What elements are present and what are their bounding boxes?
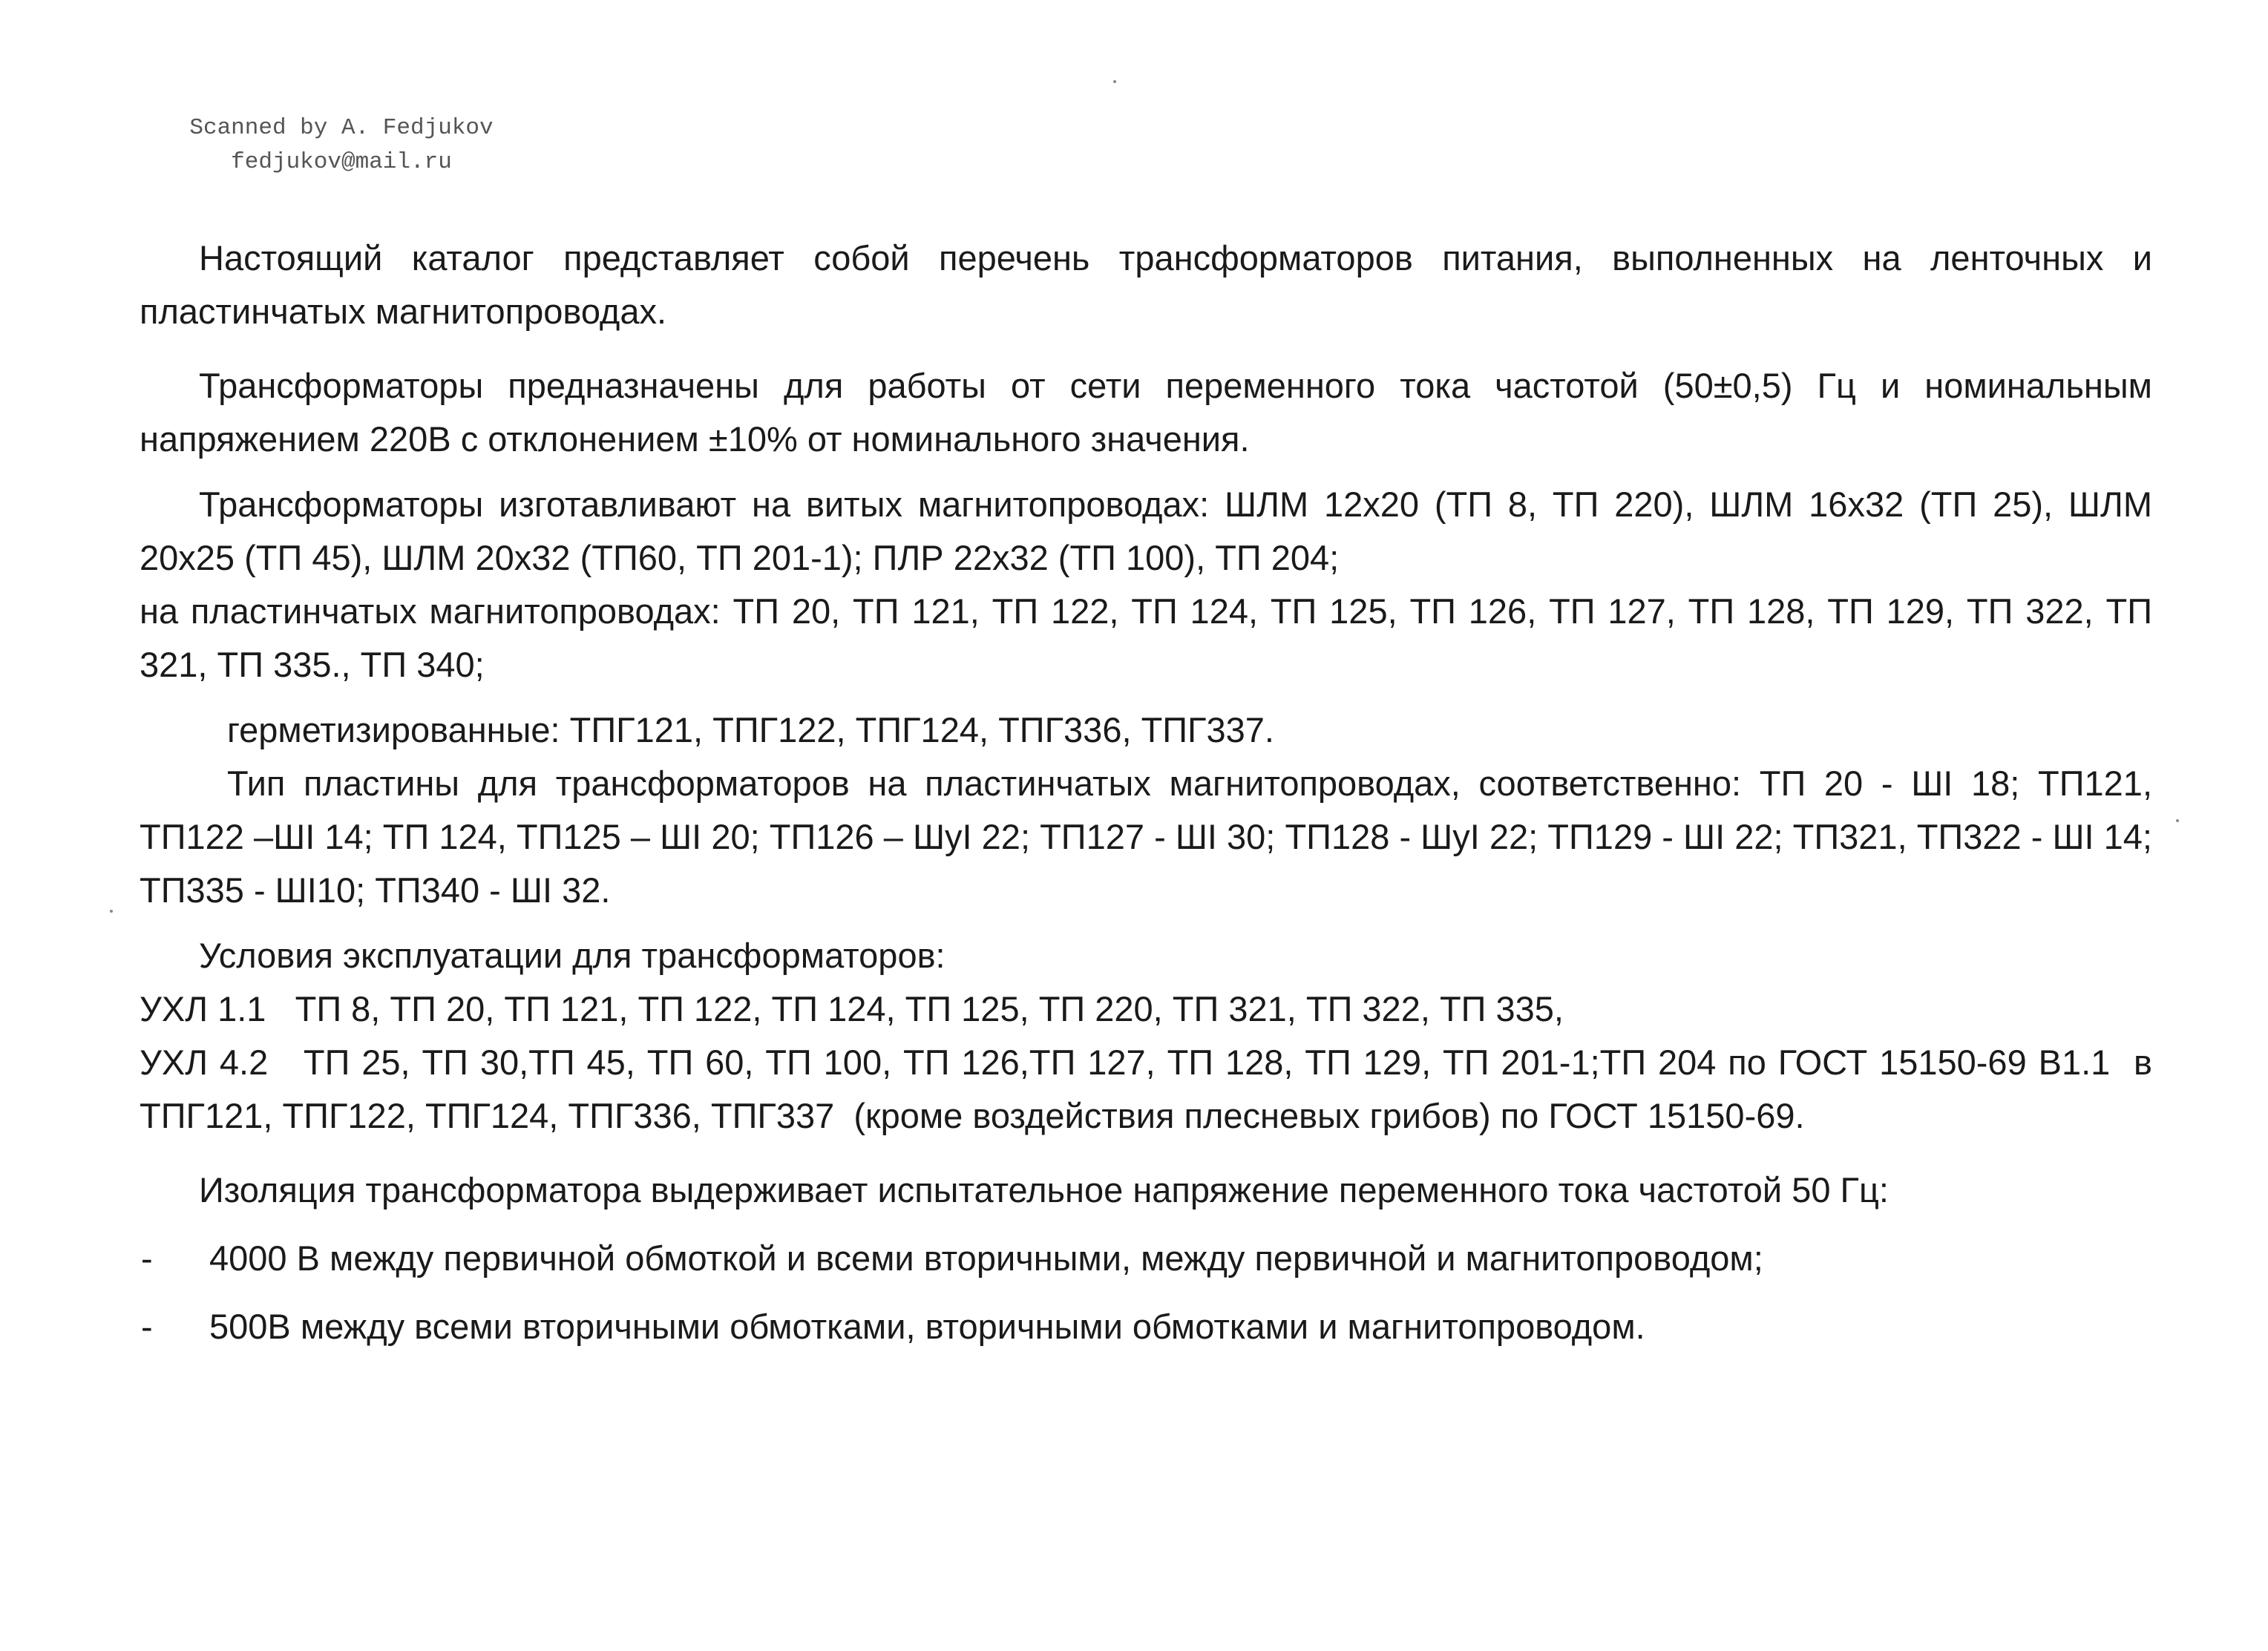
bullet-item (140, 1232, 2152, 1285)
paragraph-insulation: Изоляция трансформатора выдерживает испытательное напряжение переменного тока частотой 50 Гц: (199, 1170, 1889, 1209)
paragraph-operating-conditions: Условия эксплуатации для трансформаторов: (199, 936, 945, 975)
scan-credit (134, 111, 549, 180)
paragraph-plate-cores: на пластинчатых магнитопроводах: ТП 20, ТП 121, ТП 122, ТП 124, ТП 125, ТП 126, ТП 127, ТП 128, ТП 129, ТП 322, ТП 321, ТП 335., ТП 340; (140, 591, 2152, 684)
bullet-text: 4000 В между первичной обмоткой и всеми вторичными, между первичной и магнитопроводом; (209, 1238, 1763, 1278)
paragraph-purpose: Трансформаторы предназначены для работы от сети переменного тока частотой (50±0,5) Гц и номинальным напряжением 220В с отклонением ±10% от номинального значения. (140, 366, 2152, 459)
bullet-marker: - (141, 1238, 153, 1278)
paragraph-plate-types: Тип пластины для трансформаторов на пластинчатых магнитопроводах, соответственно: ТП 20 - ШI 18; ТП121, ТП122 –ШI 14; ТП 124, ТП125 – ШI 20; ТП126 – ШуI 22; ТП127 - ШI 30; ТП128 - ШуI 22; ТП129 - ШI 22; ТП321, ТП322 - ШI 14; ТП335 - ШI10; ТП340 - ШI 32. (140, 764, 2152, 910)
scan-credit-name: Scanned by A. Fedjukov (189, 115, 494, 141)
paragraph-uhl-1-1: УХЛ 1.1 ТП 8, ТП 20, ТП 121, ТП 122, ТП 124, ТП 125, ТП 220, ТП 321, ТП 322, ТП 335, (140, 989, 1564, 1028)
paragraph-sealed: герметизированные: ТПГ121, ТПГ122, ТПГ124, ТПГ336, ТПГ337. (227, 710, 1274, 749)
document-body (140, 232, 2163, 1353)
scan-speck (2176, 819, 2179, 822)
paragraph-catalog-intro: Настоящий каталог представляет собой перечень трансформаторов питания, выполненных на ленточных и пластинчатых магнитопроводах. (140, 238, 2152, 331)
scan-credit-email: fedjukov@mail.ru (231, 149, 452, 175)
bullet-text: 500В между всеми вторичными обмотками, вторичными обмотками и магнитопроводом. (209, 1307, 1645, 1346)
bullet-item (140, 1300, 2152, 1353)
paragraph-uhl-4-2: УХЛ 4.2 ТП 25, ТП 30,ТП 45, ТП 60, ТП 100, ТП 126,ТП 127, ТП 128, ТП 129, ТП 201-1;ТП 204 по ГОСТ 15150-69 В1.1 в ТПГ121, ТПГ122, ТПГ124, ТПГ336, ТПГ337 (кроме воздействия плесневых грибов) по ГОСТ 15150-69. (140, 1043, 2163, 1135)
scan-speck (1113, 80, 1116, 83)
scan-speck (110, 910, 113, 913)
paragraph-wound-cores: Трансформаторы изготавливают на витых магнитопроводах: ШЛМ 12х20 (ТП 8, ТП 220), ШЛМ 16х32 (ТП 25), ШЛМ 20х25 (ТП 45), ШЛМ 20х32 (ТП60, ТП 201-1); ПЛР 22х32 (ТП 100), ТП 204; (140, 485, 2152, 577)
bullet-marker: - (141, 1307, 153, 1346)
